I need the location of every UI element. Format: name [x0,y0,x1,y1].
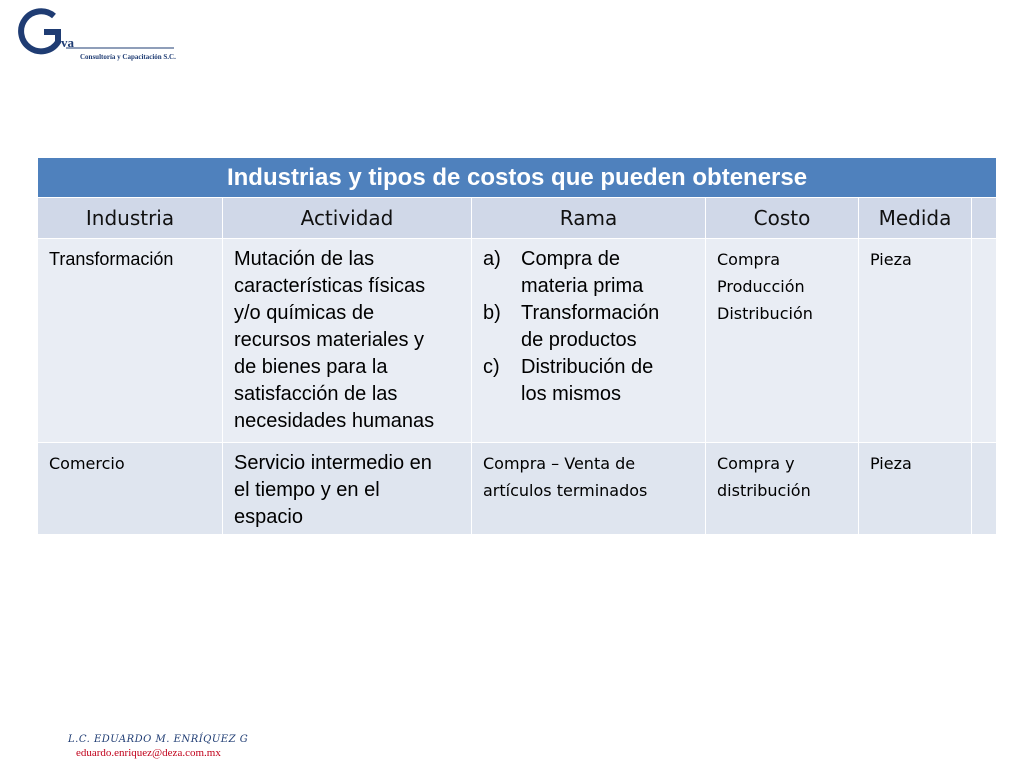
logo-company-name: Consultoría y Capacitación S.C. [80,53,176,61]
rama-list [483,246,698,408]
rama-line: Transformación [521,302,660,324]
cell-actividad [223,443,472,535]
cell-empty [972,239,997,443]
rama-text [473,444,704,504]
cell-costo [706,239,859,443]
actividad-line: el tiempo y en el [234,479,380,501]
costo-line: Compra y [717,454,795,473]
actividad-line: Mutación de las [234,248,375,270]
actividad-line: satisfacción de las [234,383,398,405]
costo-text [707,240,857,327]
rama-line: Compra – Venta de [483,454,636,473]
costo-line: Distribución [717,304,813,323]
actividad-text [224,444,470,531]
logo-letters: va [61,35,74,50]
list-marker: a) [483,248,501,270]
header-rama: Rama [472,198,706,239]
list-item [483,246,698,300]
rama-line: materia prima [521,275,644,297]
rama-line: Compra de [521,248,620,270]
cell-medida [859,239,972,443]
table-row [38,443,997,535]
actividad-line: recursos materiales y [234,329,425,351]
costo-line: distribución [717,481,811,500]
list-item [483,354,698,408]
header-industria: Industria [38,198,223,239]
header-costo: Costo [706,198,859,239]
costo-line: Compra [717,250,781,269]
cell-empty [972,443,997,535]
rama-line: artículos terminados [483,481,648,500]
list-marker: b) [483,302,501,324]
cell-medida [859,443,972,535]
author-name: L.C. EDUARDO M. ENRÍQUEZ G [68,734,249,745]
cell-industria [38,443,223,535]
cell-industria [38,239,223,443]
cell-rama [472,443,706,535]
header-actividad: Actividad [223,198,472,239]
header-empty [972,198,997,239]
table-row [38,239,997,443]
footer [68,734,248,759]
list-item [483,300,698,354]
costs-table [37,157,997,535]
medida-text: Pieza [870,454,912,473]
company-logo [14,8,184,61]
author-email[interactable]: eduardo.enriquez@deza.com.mx [76,747,221,759]
industria-text: Transformación [49,249,174,269]
medida-text: Pieza [870,250,912,269]
cell-costo [706,443,859,535]
list-marker: c) [483,356,500,378]
rama-line: los mismos [521,383,622,405]
actividad-line: y/o químicas de [234,302,375,324]
actividad-line: Servicio intermedio en [234,452,432,474]
cell-rama [472,239,706,443]
table-title: Industrias y tipos de costos que pueden obtenerse [38,158,997,198]
costo-line: Producción [717,277,805,296]
header-medida: Medida [859,198,972,239]
costo-text [707,444,857,504]
actividad-line: espacio [234,506,303,528]
rama-line: Distribución de [521,356,654,378]
g-logo-icon [14,8,184,58]
actividad-text [224,240,470,435]
rama-line: de productos [521,329,637,351]
actividad-line: de bienes para la [234,356,388,378]
cell-actividad [223,239,472,443]
actividad-line: necesidades humanas [234,410,435,432]
industria-text: Comercio [49,454,125,473]
actividad-line: características físicas [234,275,426,297]
